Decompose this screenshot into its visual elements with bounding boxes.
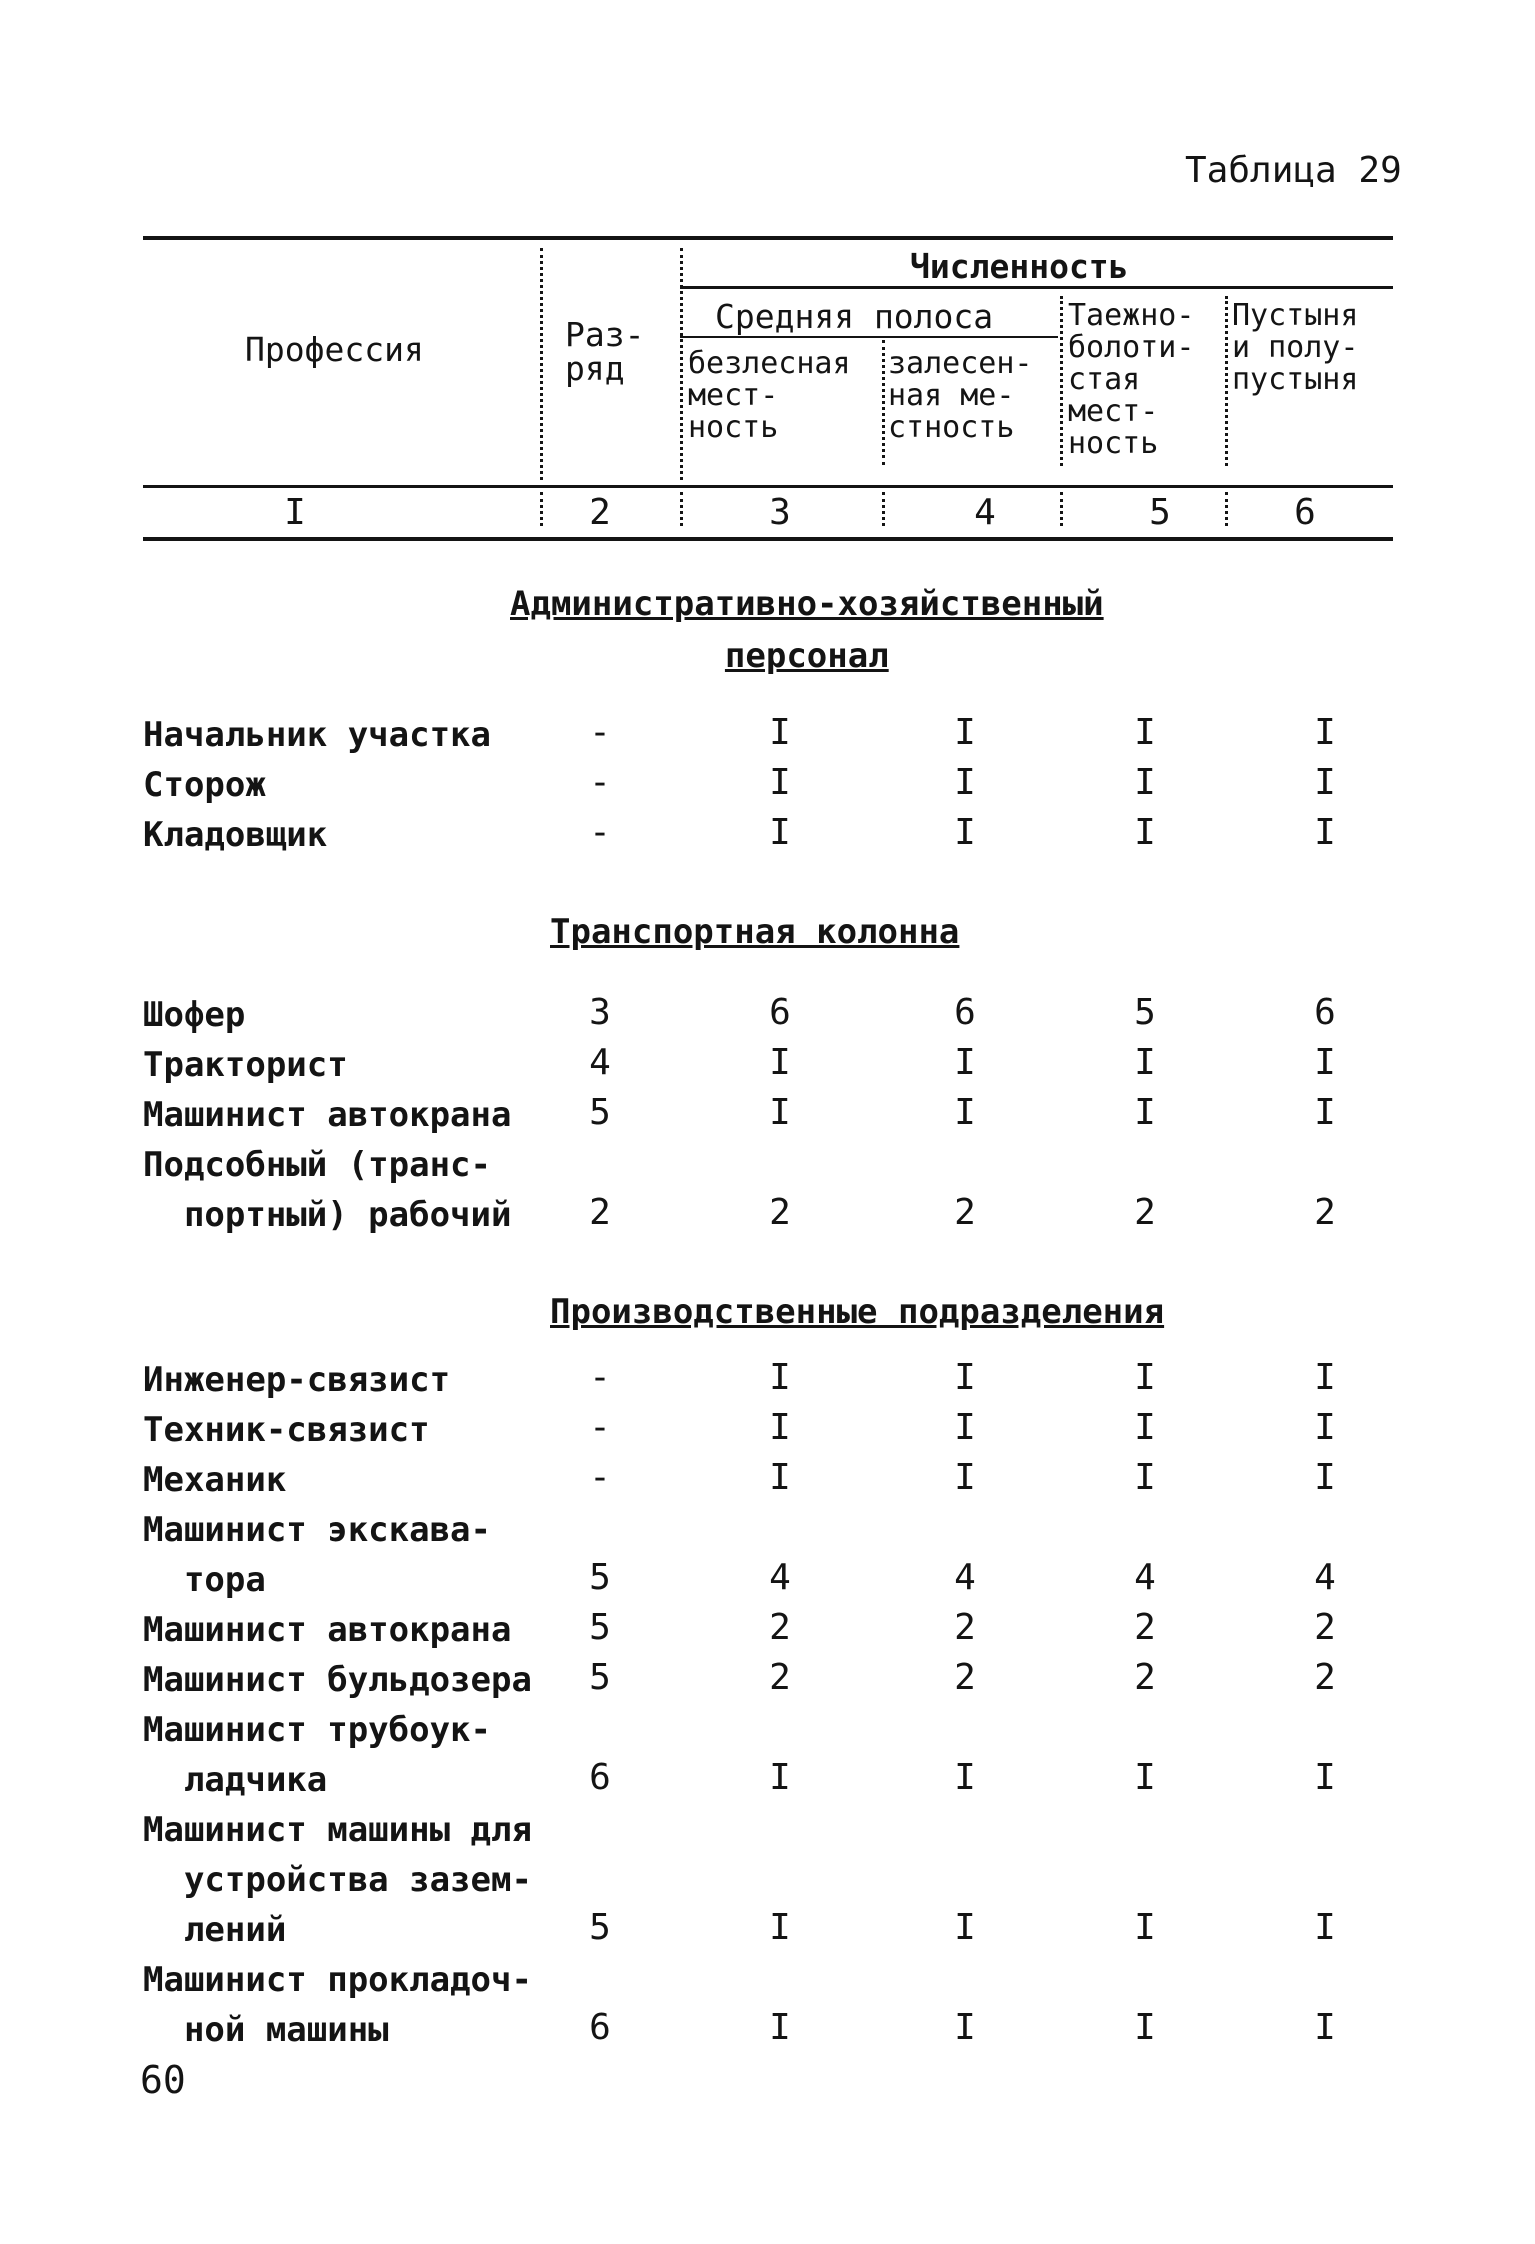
profession-name: Механик — [143, 1460, 287, 1500]
value-cell: 6 — [954, 992, 976, 1033]
grade-cell: - — [589, 1357, 611, 1398]
value-cell: 4 — [1314, 1557, 1336, 1598]
column-number: 2 — [589, 492, 611, 533]
colnum-separator — [680, 492, 683, 526]
profession-name: Тракторист — [143, 1045, 348, 1085]
value-cell: 2 — [954, 1192, 976, 1233]
value-cell: I — [1134, 1042, 1156, 1083]
header-separator — [1060, 296, 1063, 466]
value-cell: I — [954, 1357, 976, 1398]
value-cell: 2 — [1134, 1607, 1156, 1648]
section-title: Транспортная колонна — [550, 912, 960, 952]
value-cell: I — [769, 1357, 791, 1398]
value-cell: I — [769, 762, 791, 803]
profession-name: Машинист автокрана — [143, 1095, 512, 1135]
value-cell: I — [1314, 2007, 1336, 2048]
value-cell: 2 — [769, 1192, 791, 1233]
grade-cell: - — [589, 1457, 611, 1498]
value-cell: I — [769, 712, 791, 753]
value-cell: 2 — [1314, 1657, 1336, 1698]
value-cell: I — [1134, 1907, 1156, 1948]
value-cell: I — [769, 1407, 791, 1448]
value-cell: I — [1314, 1757, 1336, 1798]
profession-name: Начальник участка — [143, 715, 491, 755]
value-cell: I — [1314, 1407, 1336, 1448]
header-middle-zone: Средняя полоса — [715, 297, 994, 336]
header-bottom-rule — [143, 485, 1393, 488]
value-cell: I — [1314, 1092, 1336, 1133]
header-top-rule — [143, 236, 1393, 240]
profession-name: Сторож — [143, 765, 266, 805]
headcount-rule — [680, 286, 1393, 289]
grade-cell: 5 — [589, 1092, 611, 1133]
column-number: 6 — [1294, 492, 1316, 533]
grade-cell: 6 — [589, 1757, 611, 1798]
value-cell: 6 — [1314, 992, 1336, 1033]
value-cell: 6 — [769, 992, 791, 1033]
header-treeless: безлесная мест- ность — [688, 346, 851, 445]
value-cell: 4 — [954, 1557, 976, 1598]
value-cell: I — [954, 1757, 976, 1798]
profession-name: Машинист бульдозера — [143, 1660, 532, 1700]
profession-name: Техник-связист — [143, 1410, 430, 1450]
section-title: Производственные подразделения — [550, 1292, 1165, 1332]
value-cell: I — [1314, 1357, 1336, 1398]
table-label: Таблица 29 — [1185, 150, 1402, 191]
value-cell: 2 — [1314, 1192, 1336, 1233]
profession-name: Машинист трубоук- ладчика — [143, 1710, 491, 1800]
column-number: 4 — [974, 492, 996, 533]
profession-name: Машинист автокрана — [143, 1610, 512, 1650]
value-cell: I — [1134, 712, 1156, 753]
header-taiga-swamp: Таежно- болоти- стая мест- ность — [1068, 298, 1195, 461]
column-number: 5 — [1149, 492, 1171, 533]
profession-name: Кладовщик — [143, 815, 328, 855]
header-grade: Раз- ряд — [565, 315, 645, 388]
value-cell: I — [1134, 812, 1156, 853]
value-cell: I — [954, 812, 976, 853]
value-cell: 2 — [769, 1607, 791, 1648]
header-separator — [1225, 296, 1228, 466]
header-headcount: Численность — [910, 247, 1129, 286]
grade-cell: 5 — [589, 1657, 611, 1698]
header-separator — [680, 248, 683, 480]
header-desert: Пустыня и полу- пустыня — [1232, 298, 1359, 397]
column-numbers-rule — [143, 537, 1393, 541]
value-cell: I — [1134, 762, 1156, 803]
value-cell: I — [1134, 1092, 1156, 1133]
grade-cell: - — [589, 712, 611, 753]
value-cell: I — [769, 1042, 791, 1083]
value-cell: I — [954, 762, 976, 803]
value-cell: I — [769, 1457, 791, 1498]
grade-cell: - — [589, 762, 611, 803]
grade-cell: 3 — [589, 992, 611, 1033]
value-cell: I — [1314, 1907, 1336, 1948]
value-cell: I — [769, 812, 791, 853]
profession-name: Машинист экскава- тора — [143, 1510, 491, 1600]
value-cell: I — [1134, 1357, 1156, 1398]
value-cell: I — [1314, 712, 1336, 753]
grade-cell: - — [589, 1407, 611, 1448]
grade-cell: 4 — [589, 1042, 611, 1083]
value-cell: 2 — [1134, 1657, 1156, 1698]
header-profession: Профессия — [245, 330, 424, 369]
grade-cell: 5 — [589, 1557, 611, 1598]
value-cell: I — [1134, 1407, 1156, 1448]
profession-name: Подсобный (транс- портный) рабочий — [143, 1145, 512, 1235]
value-cell: 2 — [1134, 1192, 1156, 1233]
section-title: Административно-хозяйственный персонал — [510, 584, 1104, 676]
colnum-separator — [882, 492, 885, 526]
profession-name: Машинист прокладоч- ной машины — [143, 1960, 532, 2050]
value-cell: I — [1134, 1757, 1156, 1798]
value-cell: I — [954, 712, 976, 753]
value-cell: 2 — [954, 1607, 976, 1648]
value-cell: I — [1314, 1042, 1336, 1083]
grade-cell: - — [589, 812, 611, 853]
value-cell: I — [954, 2007, 976, 2048]
page-number: 60 — [140, 2058, 186, 2102]
colnum-separator — [1060, 492, 1063, 526]
grade-cell: 5 — [589, 1607, 611, 1648]
value-cell: I — [769, 1907, 791, 1948]
value-cell: I — [1314, 762, 1336, 803]
header-forested: залесен- ная ме- стность — [888, 346, 1033, 445]
grade-cell: 2 — [589, 1192, 611, 1233]
value-cell: 2 — [1314, 1607, 1336, 1648]
value-cell: I — [769, 1092, 791, 1133]
value-cell: I — [954, 1407, 976, 1448]
value-cell: 4 — [1134, 1557, 1156, 1598]
column-number: I — [284, 492, 306, 533]
profession-name: Инженер-связист — [143, 1360, 451, 1400]
grade-cell: 6 — [589, 2007, 611, 2048]
value-cell: I — [1134, 2007, 1156, 2048]
header-separator — [540, 248, 543, 480]
value-cell: 2 — [954, 1657, 976, 1698]
value-cell: I — [769, 1757, 791, 1798]
value-cell: I — [769, 2007, 791, 2048]
profession-name: Машинист машины для устройства зазем- лений — [143, 1810, 532, 1950]
column-number: 3 — [769, 492, 791, 533]
value-cell: I — [954, 1907, 976, 1948]
value-cell: I — [954, 1042, 976, 1083]
value-cell: 5 — [1134, 992, 1156, 1033]
value-cell: I — [954, 1457, 976, 1498]
colnum-separator — [1225, 492, 1228, 526]
value-cell: I — [954, 1092, 976, 1133]
header-separator — [882, 340, 885, 465]
profession-name: Шофер — [143, 995, 246, 1035]
value-cell: I — [1314, 812, 1336, 853]
value-cell: 4 — [769, 1557, 791, 1598]
grade-cell: 5 — [589, 1907, 611, 1948]
middle-zone-rule — [680, 336, 1058, 338]
value-cell: I — [1134, 1457, 1156, 1498]
value-cell: I — [1314, 1457, 1336, 1498]
value-cell: 2 — [769, 1657, 791, 1698]
